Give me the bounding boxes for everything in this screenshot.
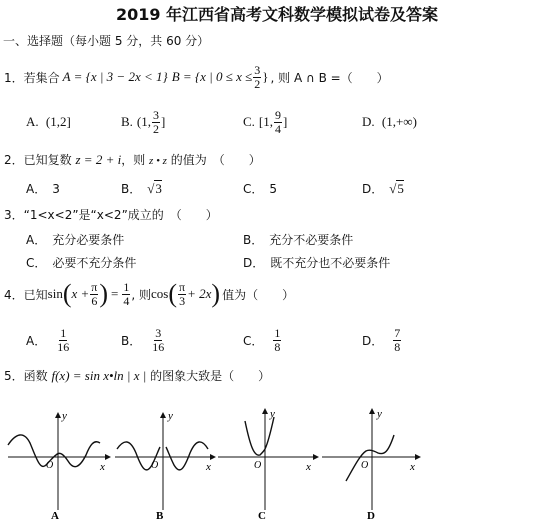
conjugate-product: z • z: [149, 155, 167, 167]
x-axis-label: x: [100, 461, 105, 473]
q3-option-d[interactable]: D． 既不充分也不必要条件: [243, 256, 391, 270]
graph-label-b: B: [156, 510, 164, 522]
function-expression: f(x) = sin x•ln | x |: [51, 368, 147, 383]
y-axis-label: y: [168, 410, 173, 422]
q4-option-d[interactable]: D． $\frac{7}{8}$: [362, 325, 401, 354]
q2-option-a[interactable]: A． 3: [26, 182, 60, 196]
y-axis-label: y: [62, 410, 67, 422]
page-title: 2019 年江西省高考文科数学模拟试卷及答案: [115, 5, 439, 24]
q3-option-a[interactable]: A． 充分必要条件: [26, 233, 125, 247]
question-tail: , 则 A ∩ B =（ ）: [270, 70, 389, 85]
question-stem: 若集合: [23, 70, 60, 85]
origin-label: O: [46, 460, 54, 471]
q1-option-c[interactable]: C. [1, $\frac{9}{4}$ ]: [243, 107, 288, 136]
x-axis-label: x: [206, 461, 211, 473]
question-5: 5．函数 f(x) = sin x•ln | x | 的图象大致是（ ）: [4, 368, 271, 383]
question-2: 2．已知复数 z = 2 + i，则 z • z 的值为 （ ）: [4, 152, 261, 167]
question-4: 4． 已知 sin ( x + $\frac{\pi}{6}$ ) = $\frac{1}{4}$ , 则 cos ( $\frac{\pi}{3}$ + 2x ) 值为（ ）: [4, 279, 295, 308]
origin-label: O: [151, 460, 159, 471]
graph-label-c: C: [258, 510, 266, 522]
q3-option-c[interactable]: C． 必要不充分条件: [26, 256, 137, 270]
q3-option-b[interactable]: B． 充分不必要条件: [243, 233, 354, 247]
pi-over-6: $\frac{\pi}{6}$: [91, 279, 98, 308]
question-1: 1． 若集合 A = {x | 3 − 2x < 1} B = {x | 0 ≤ x ≤ $\frac{3}{2}$ } , 则 A ∩ B =（ ）: [4, 62, 389, 91]
graph-a[interactable]: [8, 410, 110, 522]
question-3: 3．“1<x<2”是“x<2”成立的 （ ）: [4, 208, 218, 222]
q4-option-c[interactable]: C． $\frac{1}{8}$: [243, 325, 281, 354]
q4-option-b[interactable]: B． $\frac{3}{16}$: [121, 325, 165, 354]
set-b-expression: B = {x | 0 ≤ x ≤: [171, 69, 253, 84]
y-axis-label: y: [377, 408, 382, 420]
pi-over-3: $\frac{\pi}{3}$: [179, 279, 186, 308]
curve-c: [245, 417, 274, 455]
set-b-fraction: $\frac{3}{2}$: [254, 62, 261, 91]
x-axis-label: x: [410, 461, 415, 473]
graph-b[interactable]: [115, 410, 215, 522]
section-header: 一、选择题（每小题 5 分，共 60 分）: [3, 34, 210, 48]
graph-d[interactable]: [322, 408, 420, 522]
q1-option-d[interactable]: D. (1,+∞): [362, 114, 417, 129]
origin-label: O: [361, 460, 369, 471]
function-graphs: [0, 395, 554, 522]
complex-expression: z = 2 + i: [75, 152, 122, 167]
set-a-expression: A = {x | 3 − 2x < 1}: [62, 69, 168, 84]
curve-d: [346, 435, 394, 481]
one-quarter: $\frac{1}{4}$: [123, 279, 130, 308]
y-axis-label: y: [270, 408, 275, 420]
q1-option-a[interactable]: A. (1,2]: [26, 114, 71, 129]
x-axis-label: x: [306, 461, 311, 473]
q2-option-d[interactable]: D． √5: [362, 181, 404, 196]
graph-label-a: A: [51, 510, 59, 522]
q2-option-b[interactable]: B． √3: [121, 181, 162, 196]
graph-label-d: D: [367, 510, 375, 522]
question-number: 1．: [4, 70, 24, 85]
q2-option-c[interactable]: C． 5: [243, 182, 278, 196]
graph-c[interactable]: [218, 408, 318, 522]
q1-option-b[interactable]: B. (1, $\frac{3}{2}$ ]: [121, 107, 166, 136]
curve-a: [8, 435, 100, 467]
origin-label: O: [254, 460, 262, 471]
q4-option-a[interactable]: A． $\frac{1}{16}$: [26, 325, 70, 354]
